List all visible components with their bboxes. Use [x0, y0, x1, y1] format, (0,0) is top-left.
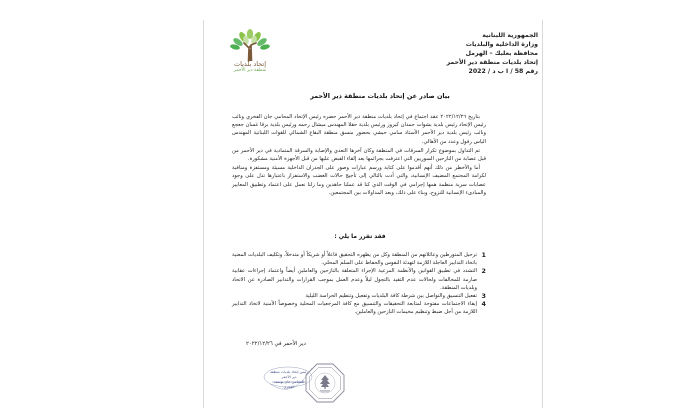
logo-title: إتحاد بلديات — [233, 60, 267, 68]
letterhead — [408, 31, 538, 76]
decision-number: 1 — [481, 251, 486, 259]
decisions-list — [232, 251, 486, 317]
page-left-edge — [203, 20, 204, 408]
letterhead-union: إتحاد بلديات منطقة دير الأحمر — [446, 59, 538, 66]
decision-text: تفعيل التنسيق والتواصل بين شرطة كافة البلديات وتفعيل وتنظيم الحراسة الليلية — [305, 293, 477, 300]
logo-subtitle: منطقة دير الأحمر — [233, 68, 267, 73]
cedar-icon — [304, 362, 346, 404]
decision-item — [232, 251, 486, 267]
signatory-name: المحامي جان يوسف الفخري — [273, 380, 305, 389]
decision-number: 2 — [481, 267, 486, 276]
letterhead-ministry: وزارة الداخلية والبلديات — [465, 41, 538, 48]
decision-number: 3 — [481, 292, 486, 301]
letterhead-republic: الجمهورية اللبنانية — [482, 32, 538, 39]
page-right-edge — [542, 20, 543, 408]
paragraph-graffiti: أما والأخطر من ذلك أنهم أقدموا على كتابة ورسم عبارات وصور على الجدران الداخلية مسيئة ومستفزة ومنافية لكرامة المجتمع المضيف الإنسانية، والتي أدت بالتالي إلى تأجيج حالات الغضب والاستفزاز باعتبارها تدل على وجود عصابات سرية منظمة همها إجرامي في الوقت الذي كنا قد عملنا جاهدين وما زلنا نعمل على اعتماد وتطبيق المعايير والمبادىء الإنسانية للنزوح، وبناء على ذلك، وبعد المداولات بين المجتمعين. — [232, 165, 486, 196]
decision-item — [232, 300, 486, 316]
decision-text: التشدد في تطبيق القوانين والأنظمة المرعية الإجراء المتعلقة بالنازحين والعاملين أيضاً واعتماد إجراءات عقابية صارمة للمخالفات ولحالات عدم التقيد بالتجول ليلاً وعدم العمل بموجب القرارات والتدابير الصادرة عن الاتحاد وبلديات المنطقة. — [232, 268, 477, 291]
union-logo — [222, 28, 278, 78]
decision-item — [232, 267, 486, 292]
document-body — [232, 113, 486, 198]
signatory-title: رئيس إتحاد بلديات منطقة دير الأحمر — [269, 370, 309, 379]
decisions-heading: فقد تقرر ما يلي : — [334, 234, 386, 240]
letterhead-reference-number: رقم 58 / ا ب د / 2022 — [468, 68, 538, 75]
letterhead-governorate: محافظة بعلبك – الهرمل — [465, 50, 538, 57]
document-title: بيان صادر عن إتحاد بلديات منطقة دير الأحمر — [310, 92, 450, 100]
decision-number: 4 — [481, 300, 486, 309]
tree-icon — [230, 28, 270, 62]
place-and-date: دير الأحمر في ٢٠٢٢/١٢/٢٦ — [246, 341, 306, 347]
decision-text: إبقاء الاجتماعات مفتوحة لمتابعة التحقيقات والتنسيق مع كافة المرجعيات المحلية وخصوصاً الأمنية لاتخاذ التدابير اللازمة من أجل ضبط وتنظيم مخيمات النازحين والعاملين. — [232, 301, 477, 316]
paragraph-thefts: تم التداول بموضوع تكرار السرقات في المنطقة وكان آخرها التعدي والإصابة والسرقة المتمادية في دير الأحمر من قبل عصابة من النازحين السوريين التي اعترفت بجرائمها بعد إلقاء القبض عليها من قبل الأجهزة الأمنية مشكورة. — [232, 147, 486, 163]
official-stamp — [304, 362, 346, 404]
paragraph-meeting: بتاريخ ٢٠٢٢/١٢/٢٦ عقد اجتماع في إتحاد بلديات منطقة دير الأحمر حضره رئيس الإتحاد المحامي جان الفخري ونائب رئيس الإتحاد رئيس بلدية بشوات حمدان كيروز ورئيس بلدية حقلا المهندس ميشال رحمه ورئيس بلدية برقا غسان جعجع ونائب رئيس بلدية دير الأحمر الأستاذ سامي حبشي بحضور منسق منطقة البقاع الشمالي للقوات اللبنانية المهندس الياس رفول وعدد من الأهالي. — [232, 114, 486, 145]
decision-item — [232, 292, 486, 300]
decision-text: ترحيل المتورطين وعائلاتهم من المنطقة وكل من يظهره التحقيق فاعلاً أو شريكاً أو متدخلاً، وتكليف البلديات المعنية باتخاذ التدابير العاجلة اللازمة لتهدئة النفوس والحفاظ على السلم المحلي. — [232, 252, 477, 267]
